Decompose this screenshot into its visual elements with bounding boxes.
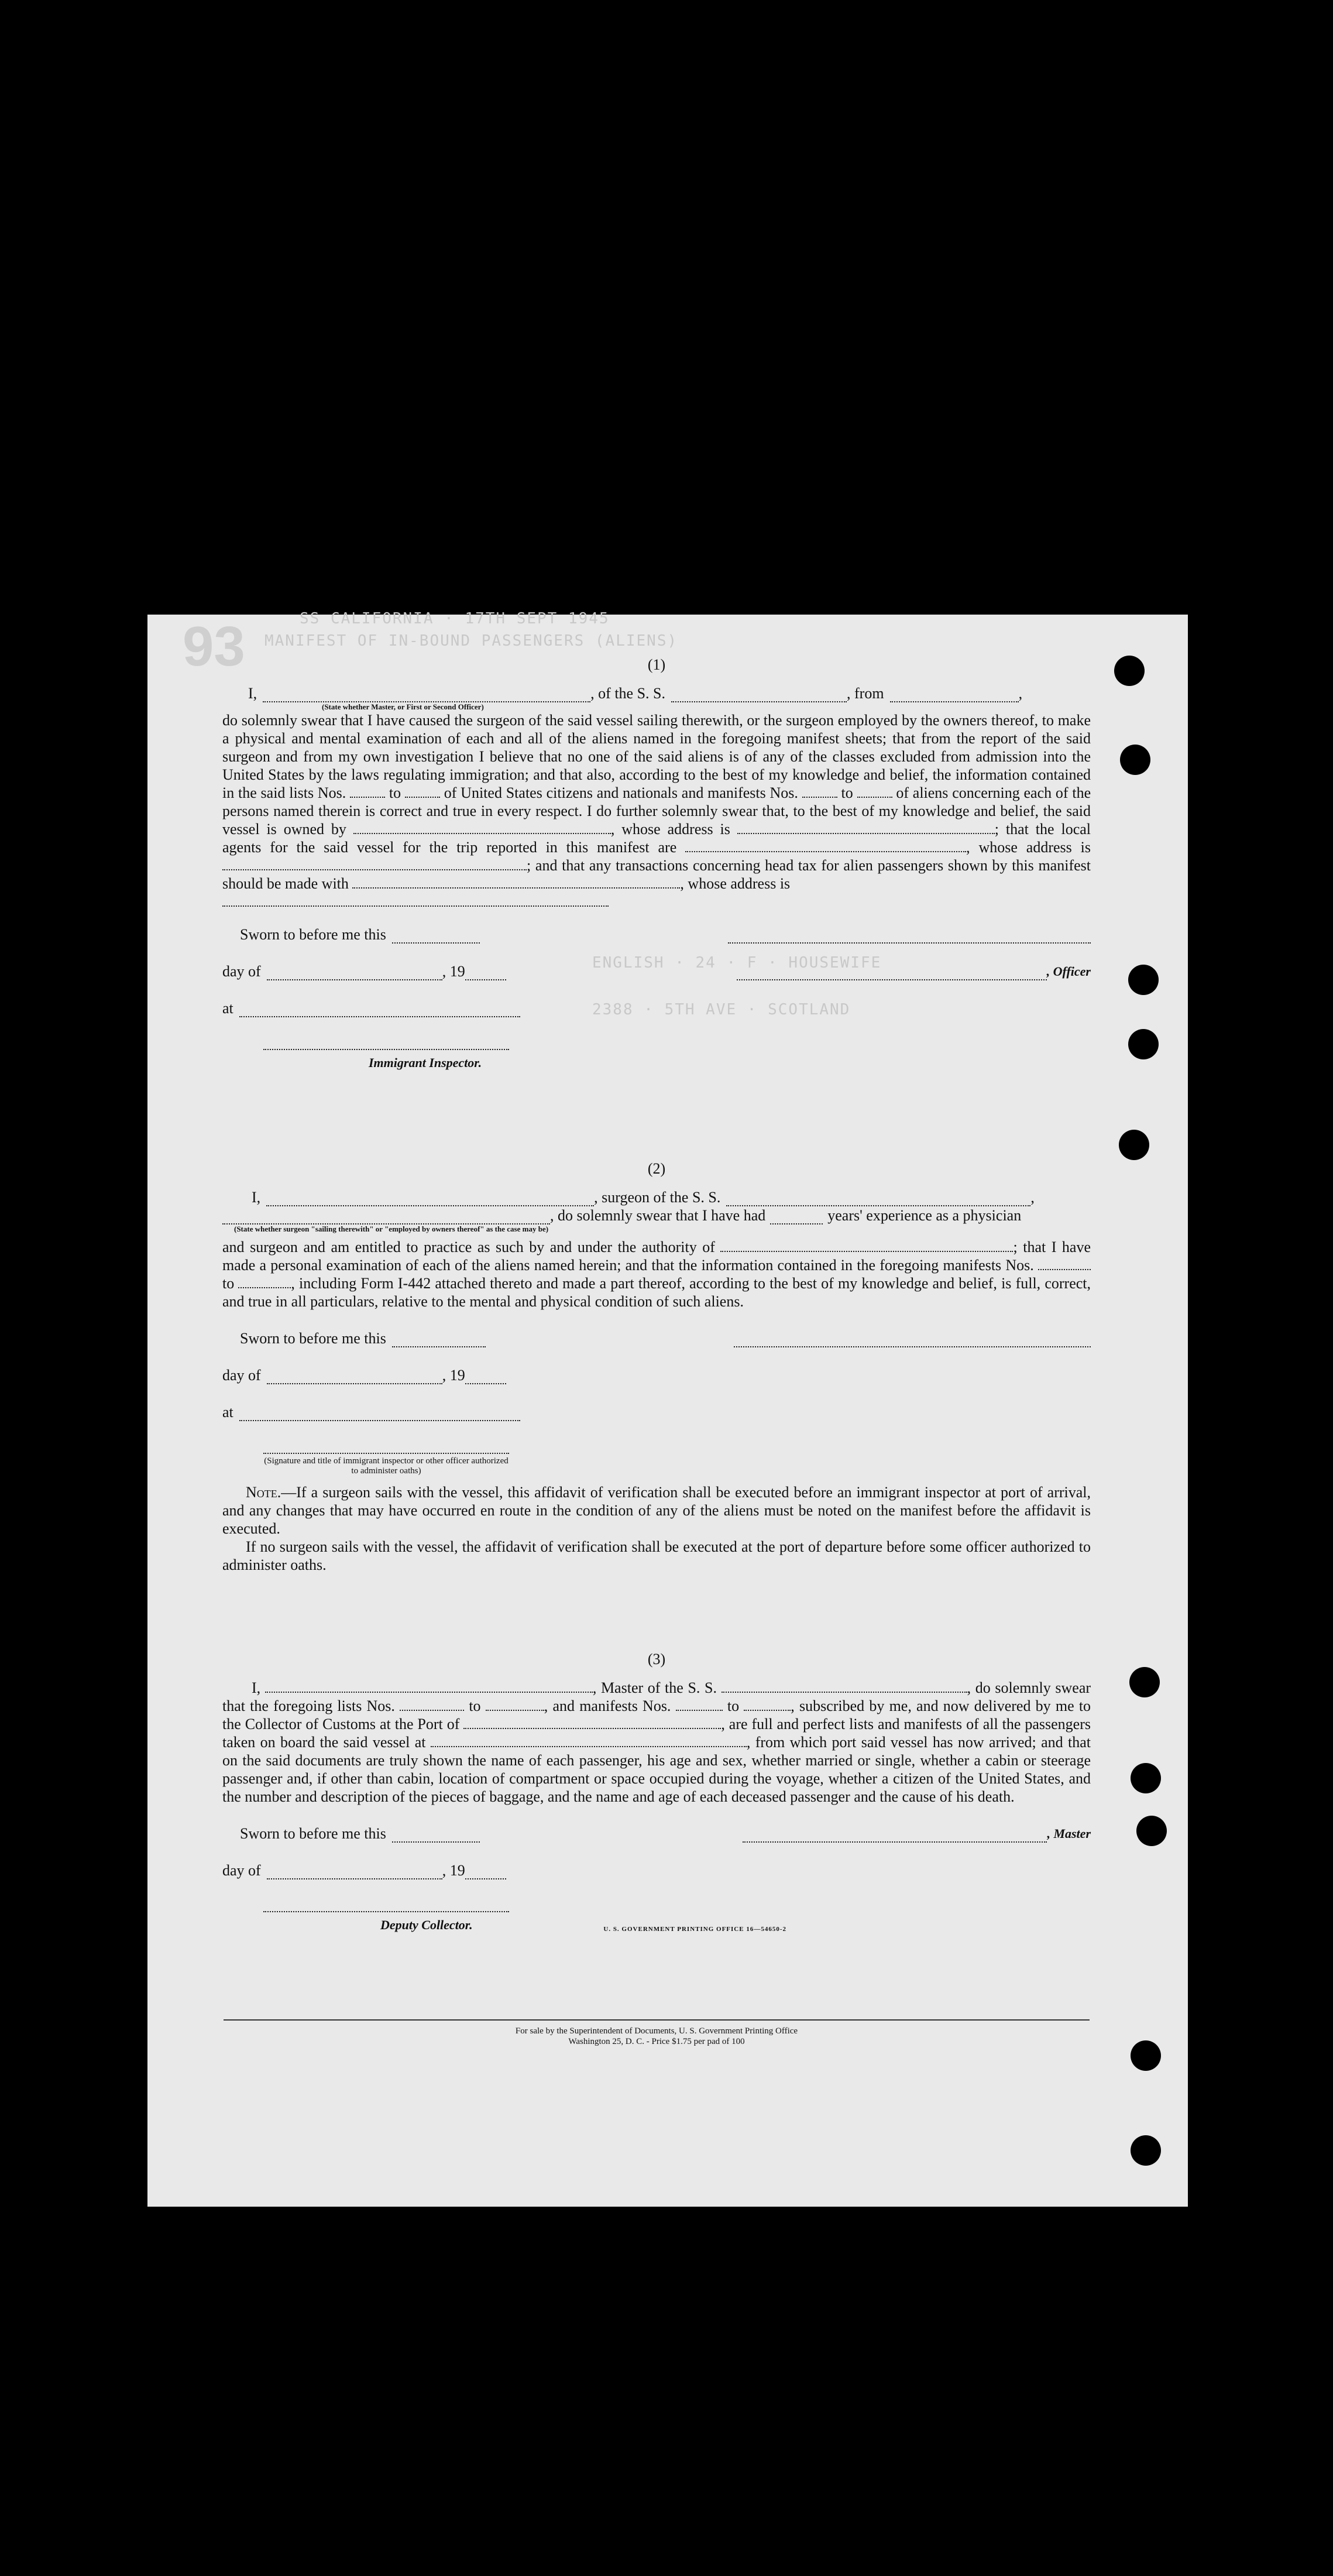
surgeon-of-label: , surgeon of the S. S. [594, 1189, 721, 1206]
manifest-to-field[interactable] [238, 1277, 291, 1288]
master-signature-line[interactable] [743, 1829, 1047, 1843]
inspector-signature-line[interactable] [263, 1036, 509, 1050]
authority-field[interactable] [720, 1240, 1013, 1252]
punch-hole [1119, 1130, 1149, 1160]
alien-manifest-to-field[interactable] [857, 786, 892, 798]
note-paragraph-2 [222, 1538, 1091, 1574]
note-label: Note. [246, 1484, 281, 1501]
year-label: , 19 [442, 1367, 465, 1384]
officer-name-field[interactable] [263, 691, 590, 702]
section-2-oath: and surgeon and am entitled to practice as such by and under the authority of ; that I have made a personal examination of each of the aliens named herein; and that the information contained in the foregoing manifests Nos. to , including Form I-442 attached thereto and made a part thereof, according to the best of my knowledge and belief, is full, correct, and true in all particulars, relative to the mental and physical condition of such aliens. [222, 1239, 1091, 1310]
at-row-2 [222, 1403, 1091, 1421]
day-row-3 [222, 1861, 1091, 1879]
section-1-opening: I, [248, 685, 257, 702]
sworn-day-field[interactable] [392, 932, 480, 944]
surgeon-name-field[interactable] [266, 1195, 594, 1206]
punch-hole [1128, 1029, 1159, 1059]
punch-hole [1129, 1667, 1160, 1697]
sworn-row-1 [222, 925, 1091, 944]
day-row-2 [222, 1366, 1091, 1384]
deputy-block [222, 1898, 509, 1934]
footer-line-1: For sale by the Superintendent of Documents, U. S. Government Printing Office [515, 2026, 798, 2036]
surgeon-signature-line[interactable] [734, 1333, 1091, 1347]
administering-officer-line[interactable] [263, 1440, 509, 1454]
punch-hole [1128, 965, 1159, 995]
master-label: , Master [1047, 1826, 1091, 1841]
bleed-line: ENGLISH · 24 · F · HOUSEWIFE [592, 954, 882, 972]
owner-address-label: , whose address is [610, 821, 730, 838]
years-label: years' experience as a physician [827, 1207, 1022, 1224]
section-1-oath: do solemnly swear that I have caused the surgeon of the said vessel sailing therewith, or the surgeon employed by the owners thereof, to make a physical and mental examination of each and all of the aliens named in the foregoing manifest sheets; that from the report of the said surgeon and from my own investigation I believe that no one of the said aliens is of any of the classes excluded from admission into the United States by the laws regulating immigration; and that also, according to the best of my knowledge and belief, the information contained in the said lists Nos. to of United States citizens and nationals and manifests Nos. to of aliens concerning each of the persons named therein is correct and true in every respect. I do further solemnly swear that, to the best of my knowledge and belief, the said vessel is owned by , whose address is ; that the local agents for the said vessel for the trip reported in this manifest are , whose address is ; and that any transactions concerning head tax for alien passengers shown by this manifest should be made with , whose address is [222, 712, 1091, 892]
owner-field[interactable] [353, 822, 611, 834]
subscribed-label: , subscribed by me, and now [791, 1697, 970, 1714]
sworn-left-3 [222, 1824, 480, 1843]
officer-title-line[interactable] [737, 966, 1047, 980]
head-tax-address-label: , whose address is [680, 875, 791, 892]
agents-address-field[interactable] [222, 859, 527, 870]
section-2-body: that I have made a personal examination of each of the aliens named herein; and that the information contained in the foregoing manifests Nos. [222, 1239, 1091, 1274]
punch-hole [1131, 2135, 1161, 2166]
manifests-all-text: manifests of all the passengers taken on board the said vessel at [222, 1716, 1091, 1751]
year-field[interactable] [465, 969, 506, 980]
boarding-port-field[interactable] [431, 1735, 747, 1747]
aliens-text: of aliens concerning each of the persons named therein is correct and true in every respect. [222, 784, 1091, 819]
to-label: to [727, 1697, 740, 1714]
master-name-field[interactable] [265, 1681, 593, 1693]
month-field[interactable] [267, 1373, 442, 1384]
sworn-label: Sworn to before me this [240, 926, 386, 943]
sworn-left-2 [222, 1329, 486, 1347]
sworn-day-field[interactable] [392, 1831, 480, 1843]
port-field[interactable] [463, 1717, 721, 1729]
agents-text: that the local agents for the said vessel for the trip reported in this manifest are [222, 821, 1091, 856]
section-3-number: (3) [647, 1651, 666, 1668]
sworn-left [222, 925, 480, 944]
master-of-label: , Master of the S. S. [592, 1679, 717, 1696]
punch-hole [1114, 656, 1145, 686]
section-2-number: (2) [647, 1160, 666, 1177]
citizen-list-to-field[interactable] [405, 786, 440, 798]
section-3-opening: I, [252, 1679, 261, 1696]
from-port-field[interactable] [890, 691, 1019, 702]
punch-hole [1136, 1816, 1167, 1846]
section-1-body: do solemnly swear that I have caused the surgeon of the said vessel sailing therewith, or the surgeon employed by the owners thereof, to make a physical and mental examination of each and all of the aliens named in the foregoing manifest sheets; that from the report of the said surgeon and from my own investigation I believe that no one of the said aliens is of any of the classes excluded from admission into the United States by the laws regulating immigration; and that also, according to the best of my knowledge and belief, the information contained in the said lists Nos. [222, 712, 1091, 801]
punch-hole [1131, 2040, 1161, 2071]
head-tax-text: ; and that any transactions concerning head tax for alien passengers shown by this manifest should be made with [222, 857, 1091, 892]
surgeon-vessel-field[interactable] [726, 1195, 1030, 1206]
from-which-label: , from which [746, 1734, 827, 1751]
day-left [222, 962, 506, 980]
surgeon-type-note: (State whether surgeon "sailing therewith" or "employed by owners thereof" as the case may be) [234, 1224, 549, 1233]
section-3-oath [222, 1679, 1091, 1806]
deputy-label: Deputy Collector. [380, 1918, 473, 1932]
section-3-body: port said vessel has now arrived; and that on the said documents are truly shown the name of each passenger, his age and sex, whether married or single, whether a cabin or steerage passenger and, if other than cabin, location of compartment or space occupied during the voyage, whether a citizen of the United States, and the number and description of the pieces of baggage, and the name and age of each deceased passenger and the cause of his death. [222, 1734, 1091, 1805]
note-text-2: If no surgeon sails with the vessel, the affidavit of verification shall be executed at the port of departure before some officer authorized to administer oaths. [222, 1538, 1091, 1573]
delivered-text: delivered by me to the Collector of Customs at the Port of [222, 1697, 1091, 1733]
deputy-signature-line[interactable] [263, 1898, 509, 1912]
and-manifests-label: , and manifests Nos. [544, 1697, 671, 1714]
manifest-back-page [147, 610, 1188, 2207]
form-content [222, 656, 1091, 1934]
year-field[interactable] [465, 1373, 506, 1384]
year-label: , 19 [442, 963, 465, 980]
punch-hole [1131, 1763, 1161, 1793]
note-paragraph [222, 1483, 1091, 1538]
lists-to-field[interactable] [486, 1699, 544, 1711]
section-2-first-line: I, , surgeon of the S. S. , [252, 1189, 1035, 1206]
owner-text: I do further solemnly swear that, to the best of my knowledge and belief, the said vessel is owned by [222, 802, 1091, 838]
place-field[interactable] [239, 1409, 520, 1421]
years-field[interactable] [770, 1213, 823, 1224]
month-field[interactable] [267, 1868, 442, 1879]
surgeon-type-field[interactable] [222, 1213, 550, 1224]
full-perfect-label: , are full and perfect lists and [721, 1716, 900, 1733]
bleed-line: MANIFEST OF IN-BOUND PASSENGERS (ALIENS) [264, 632, 678, 650]
citizen-list-from-field[interactable] [350, 786, 385, 798]
day-of-label: day of [222, 1367, 261, 1384]
head-tax-agent-field[interactable] [352, 877, 680, 889]
punch-hole [1120, 745, 1150, 775]
vessel-name-field[interactable] [671, 691, 847, 702]
bleed-numeral: 93 [183, 615, 245, 678]
at-label: at [222, 1000, 233, 1017]
bleed-line: 2388 · 5TH AVE · SCOTLAND [592, 1001, 851, 1018]
section-2-second-line [222, 1206, 1091, 1224]
officer-signature-line[interactable] [728, 929, 1091, 944]
head-tax-address-field[interactable] [222, 893, 609, 907]
printing-office-mark: U. S. GOVERNMENT PRINTING OFFICE 16—54650-2 [603, 1926, 786, 1933]
sworn-row-2 [222, 1329, 1091, 1347]
at-row-1 [222, 999, 1091, 1017]
footer-rule [224, 2019, 1090, 2021]
owner-address-field[interactable] [737, 822, 995, 834]
day-of-label: day of [222, 1862, 261, 1879]
master-vessel-field[interactable] [722, 1681, 967, 1693]
note-text: —If a surgeon sails with the vessel, this affidavit of verification shall be executed before an immigrant inspector at port of arrival, and any changes that may have occurred en route in the condition of any of the aliens must be noted on the manifest before the affidavit is executed. [222, 1484, 1091, 1537]
manifest-from-field[interactable] [1038, 1258, 1091, 1270]
year-label: , 19 [442, 1862, 465, 1879]
officer-label: , Officer [1046, 964, 1091, 979]
bleed-line: SS CALIFORNIA · 17TH SEPT 1945 [300, 610, 610, 627]
of-ss-label: , of the S. S. [590, 685, 666, 702]
manifests-to-field[interactable] [744, 1699, 791, 1711]
sworn-label: Sworn to before me this [240, 1825, 386, 1842]
at-label: at [222, 1404, 233, 1421]
inspector-label: Immigrant Inspector. [369, 1055, 482, 1070]
authority-text: and surgeon and am entitled to practice as such by and under the authority of [222, 1239, 715, 1256]
manifests-from-field[interactable] [676, 1699, 723, 1711]
state-rank-note: (State whether Master, or First or Second Officer) [322, 702, 484, 711]
officer-sign-block [737, 962, 1091, 980]
section-1-first-line: I, , of the S. S. , from , [248, 685, 1023, 702]
day-of-label: day of [222, 963, 261, 980]
signature-caption: (Signature and title of immigrant inspector or other officer authorized to administer oaths) [264, 1456, 509, 1476]
place-field[interactable] [239, 1006, 520, 1017]
sworn-label: Sworn to before me this [240, 1330, 386, 1347]
section-2-opening: I, [252, 1189, 261, 1206]
swear-label: , do solemnly swear that I have had [550, 1207, 766, 1224]
including-text: , including Form I-442 attached thereto and made a part thereof, according to the best of my knowledge and belief, is full, correct, and true in all particulars, relative to the mental and physical condition of such aliens. [222, 1275, 1091, 1310]
from-label: , from [847, 685, 884, 702]
master-sign-block [743, 1824, 1091, 1843]
citizens-text: of United States citizens and nationals and manifests Nos. [444, 784, 798, 801]
to-label: to [222, 1275, 235, 1292]
to-label: to [841, 784, 853, 801]
month-field[interactable] [267, 969, 442, 980]
to-label: to [389, 784, 401, 801]
day-row-1 [222, 962, 1091, 980]
sworn-day-field[interactable] [392, 1336, 486, 1347]
swear-lists-text: swear that the foregoing lists Nos. [222, 1679, 1091, 1714]
to-label: to [469, 1697, 481, 1714]
alien-manifest-from-field[interactable] [802, 786, 837, 798]
deputy-row [222, 1898, 1091, 1934]
do-solemnly-label: , do solemnly [967, 1679, 1051, 1696]
section-1-number: (1) [647, 656, 666, 673]
lists-from-field[interactable] [400, 1699, 464, 1711]
sworn-row-3 [222, 1824, 1091, 1843]
footer-line-2: Washington 25, D. C. - Price $1.75 per pad of 100 [568, 2037, 745, 2046]
agents-address-label: whose address is [978, 839, 1091, 856]
year-field[interactable] [465, 1868, 506, 1879]
agents-field[interactable] [685, 841, 966, 852]
